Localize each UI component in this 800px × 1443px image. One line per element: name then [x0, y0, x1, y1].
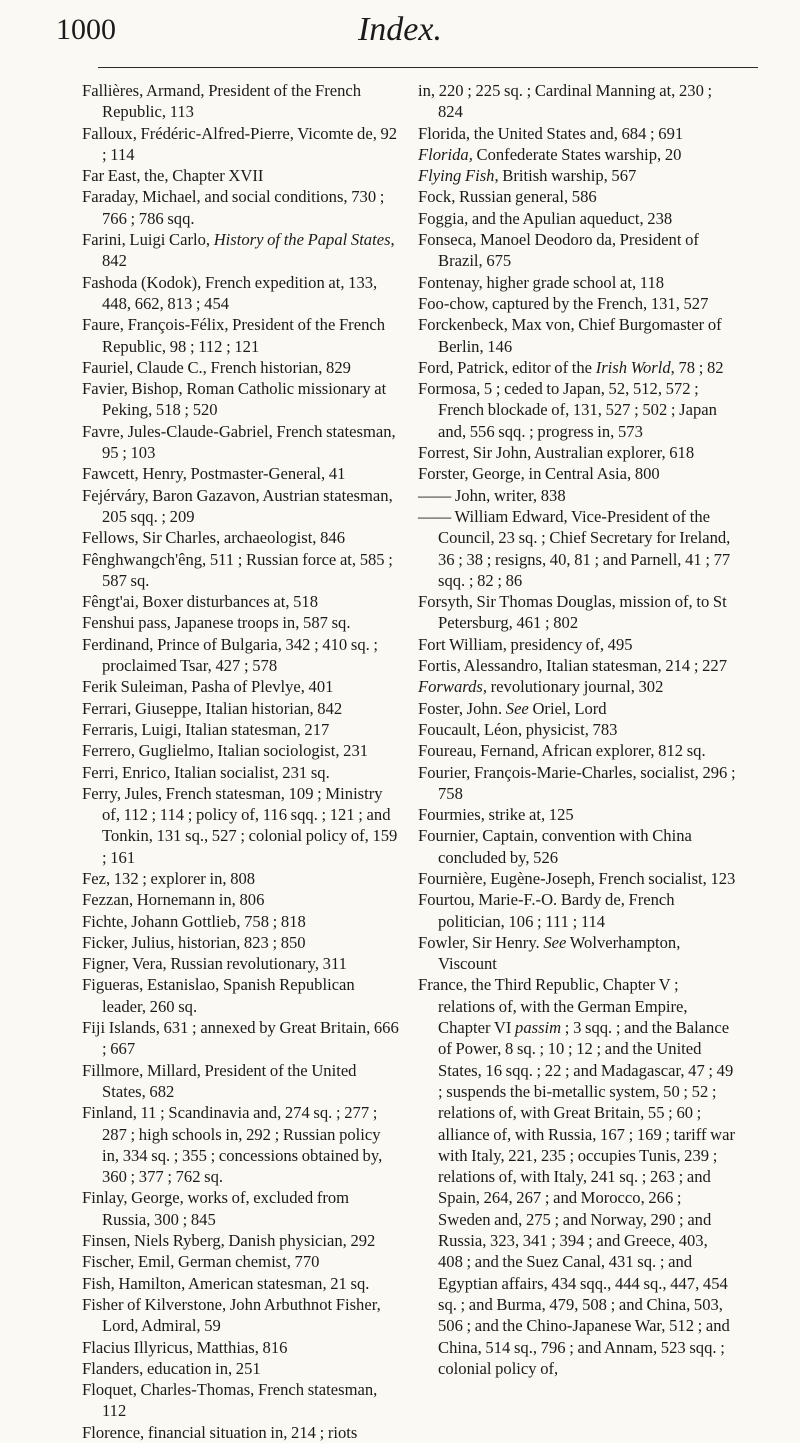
index-entry: Fisher of Kilverstone, John Arbuthnot Fisher, Lord, Admiral, 59: [82, 1294, 381, 1336]
index-entry: Fourier, François-Marie-Charles, socialist, 296 ; 758: [418, 762, 736, 803]
index-entry: Florida, Confederate States warship, 20: [418, 144, 682, 164]
index-entry: Fênghwangch'êng, 511 ; Russian force at, 585 ; 587 sq.: [82, 549, 393, 590]
index-entry: Foo-chow, captured by the French, 131, 527: [418, 293, 709, 313]
index-entry: Fowler, Sir Henry. See Wolverhampton, Viscount: [418, 932, 681, 974]
index-entry: —— John, writer, 838: [418, 485, 566, 505]
index-entry: in, 220 ; 225 sq. ; Cardinal Manning at, 230 ; 824: [418, 81, 713, 122]
index-entry: Florence, financial situation in, 214 ; riots: [82, 1422, 358, 1442]
index-entry: Ferdinand, Prince of Bulgaria, 342 ; 410 sq. ; proclaimed Tsar, 427 ; 578: [82, 634, 379, 676]
index-entry: Fez, 132 ; explorer in, 808: [82, 868, 256, 888]
index-entry: Figner, Vera, Russian revolutionary, 311: [82, 954, 347, 974]
index-entry: Fournière, Eugène-Joseph, French socialist, 123: [418, 868, 736, 888]
index-entry: Foggia, and the Apulian aqueduct, 238: [418, 208, 673, 228]
index-entry: Fischer, Emil, German chemist, 770: [82, 1252, 320, 1272]
index-entry: Forrest, Sir John, Australian explorer, 618: [418, 443, 695, 463]
running-title: Index.: [357, 11, 442, 48]
index-entry: Fejérváry, Baron Gazavon, Austrian statesman, 205 sqq. ; 209: [82, 485, 393, 526]
index-entry: Ferik Suleiman, Pasha of Plevlye, 401: [82, 677, 334, 697]
index-entry: Fezzan, Hornemann in, 806: [82, 890, 265, 910]
index-entry: Far East, the, Chapter XVII: [82, 166, 264, 186]
index-entry: Fawcett, Henry, Postmaster-General, 41: [82, 464, 346, 484]
index-entry: Flacius Illyricus, Matthias, 816: [82, 1337, 288, 1357]
index-entry: Flanders, education in, 251: [82, 1358, 261, 1378]
index-entry: Fish, Hamilton, American statesman, 21 sq.: [82, 1273, 370, 1293]
index-entry: Ficker, Julius, historian, 823 ; 850: [82, 932, 306, 952]
index-entry: Favier, Bishop, Roman Catholic missionary at Peking, 518 ; 520: [82, 379, 387, 420]
index-entry: Figueras, Estanislao, Spanish Republican leader, 260 sq.: [82, 975, 355, 1016]
index-entry: Fauriel, Claude C., French historian, 829: [82, 357, 351, 377]
header-rule: [98, 67, 758, 68]
index-entry: Foureau, Fernand, African explorer, 812 sq.: [418, 741, 706, 761]
index-entry: Fort William, presidency of, 495: [418, 634, 633, 654]
index-entry: Fonseca, Manoel Deodoro da, President of Brazil, 675: [418, 230, 699, 271]
index-entry: Falloux, Frédéric-Alfred-Pierre, Vicomte de, 92 ; 114: [82, 123, 398, 164]
index-entry: Florida, the United States and, 684 ; 691: [418, 123, 684, 143]
index-column-left: [82, 80, 400, 1443]
index-entry: Ferri, Enrico, Italian socialist, 231 sq.: [82, 762, 330, 782]
index-entry: Ferrari, Giuseppe, Italian historian, 842: [82, 698, 343, 718]
page-number: 1000: [56, 13, 116, 46]
index-entry: Fêngt'ai, Boxer disturbances at, 518: [82, 592, 319, 612]
index-entry: Ferraris, Luigi, Italian statesman, 217: [82, 719, 330, 739]
index-entry: France, the Third Republic, Chapter V ; relations of, with the German Empire, Chapter VI passim ; 3 sqq. ; and the Balance of Power, 8 sq. ; 10 ; 12 ; and the United States, 16 sqq. ; 22 ; and Madagascar, 47 ; 49 ; suspends the bi-metallic system, 50 ; 52 ; relations of, with Great Britain, 55 ; 60 ; alliance of, with Russia, 167 ; 169 ; tariff war with Italy, 221, 235 ; occupies Tunis, 239 ; relations of, with Italy, 241 sq. ; 263 ; and Spain, 264, 267 ; and Morocco, 266 ; Sweden and, 275 ; and Norway, 290 ; and Russia, 323, 341 ; 394 ; and Greece, 403, 408 ; and the Suez Canal, 431 sq. ; and Egyptian affairs, 434 sqq., 444 sq., 447, 454 sq. ; and Burma, 479, 508 ; and China, 503, 506 ; and the Chino-Japanese War, 512 ; and China, 514 sq., 796 ; and Annam, 523 sqq. ; colonial policy of,: [418, 975, 736, 1378]
index-entry: Fock, Russian general, 586: [418, 187, 597, 207]
index-entry: Forster, George, in Central Asia, 800: [418, 464, 660, 484]
index-entry: Fellows, Sir Charles, archaeologist, 846: [82, 528, 345, 548]
index-entry: Ferry, Jules, French statesman, 109 ; Ministry of, 112 ; 114 ; policy of, 116 sqq. ; 121 ; and Tonkin, 131 sq., 527 ; colonial policy of, 159 ; 161: [82, 783, 398, 867]
index-entry: Fenshui pass, Japanese troops in, 587 sq.: [82, 613, 351, 633]
index-entry: Forckenbeck, Max von, Chief Burgomaster of Berlin, 146: [418, 315, 722, 356]
index-entry: Floquet, Charles-Thomas, French statesman, 112: [82, 1380, 378, 1421]
index-entry: Favre, Jules-Claude-Gabriel, French statesman, 95 ; 103: [82, 421, 396, 463]
index-entry: Fashoda (Kodok), French expedition at, 133, 448, 662, 813 ; 454: [82, 272, 378, 313]
index-entry: Fourtou, Marie-F.-O. Bardy de, French politician, 106 ; 111 ; 114: [418, 890, 675, 931]
index-entry: Fichte, Johann Gottlieb, 758 ; 818: [82, 911, 306, 931]
index-entry: Ferrero, Guglielmo, Italian sociologist, 231: [82, 741, 369, 761]
index-entry: Fortis, Alessandro, Italian statesman, 214 ; 227: [418, 656, 728, 676]
index-entry: Fiji Islands, 631 ; annexed by Great Britain, 666 ; 667: [82, 1018, 399, 1059]
index-entry: Fillmore, Millard, President of the United States, 682: [82, 1060, 357, 1101]
index-entry: Foucault, Léon, physicist, 783: [418, 719, 618, 739]
index-column-right: [418, 80, 736, 1379]
index-entry: Formosa, 5 ; ceded to Japan, 52, 512, 572 ; French blockade of, 131, 527 ; 502 ; Japan and, 556 sqq. ; progress in, 573: [418, 379, 717, 441]
index-entry: —— William Edward, Vice-President of the Council, 23 sq. ; Chief Secretary for Ireland, 36 ; 38 ; resigns, 40, 81 ; and Parnell, 41 ; 77 sqq. ; 82 ; 86: [418, 506, 731, 590]
index-entry: Fontenay, higher grade school at, 118: [418, 272, 665, 292]
index-entry: Faure, François-Félix, President of the French Republic, 98 ; 112 ; 121: [82, 315, 386, 356]
index-entry: Fournier, Captain, convention with China concluded by, 526: [418, 826, 692, 867]
index-entry: Finland, 11 ; Scandinavia and, 274 sq. ; 277 ; 287 ; high schools in, 292 ; Russian policy in, 334 sq. ; 355 ; concessions obtained by, 360 ; 377 ; 762 sq.: [82, 1103, 383, 1187]
index-entry: Forsyth, Sir Thomas Douglas, mission of, to St Petersburg, 461 ; 802: [418, 592, 727, 633]
index-entry: Finsen, Niels Ryberg, Danish physician, 292: [82, 1231, 376, 1251]
index-entry: Fallières, Armand, President of the French Republic, 113: [82, 81, 362, 122]
index-entry: Foster, John. See Oriel, Lord: [418, 698, 607, 718]
index-entry: Faraday, Michael, and social conditions, 730 ; 766 ; 786 sqq.: [82, 187, 385, 228]
index-entry: Finlay, George, works of, excluded from Russia, 300 ; 845: [82, 1188, 350, 1229]
index-entry: Ford, Patrick, editor of the Irish World, 78 ; 82: [418, 357, 724, 377]
index-entry: Flying Fish, British warship, 567: [418, 166, 637, 186]
index-entry: Fourmies, strike at, 125: [418, 805, 574, 825]
index-entry: Forwards, revolutionary journal, 302: [418, 677, 664, 697]
index-entry: Farini, Luigi Carlo, History of the Papal States, 842: [82, 230, 395, 271]
